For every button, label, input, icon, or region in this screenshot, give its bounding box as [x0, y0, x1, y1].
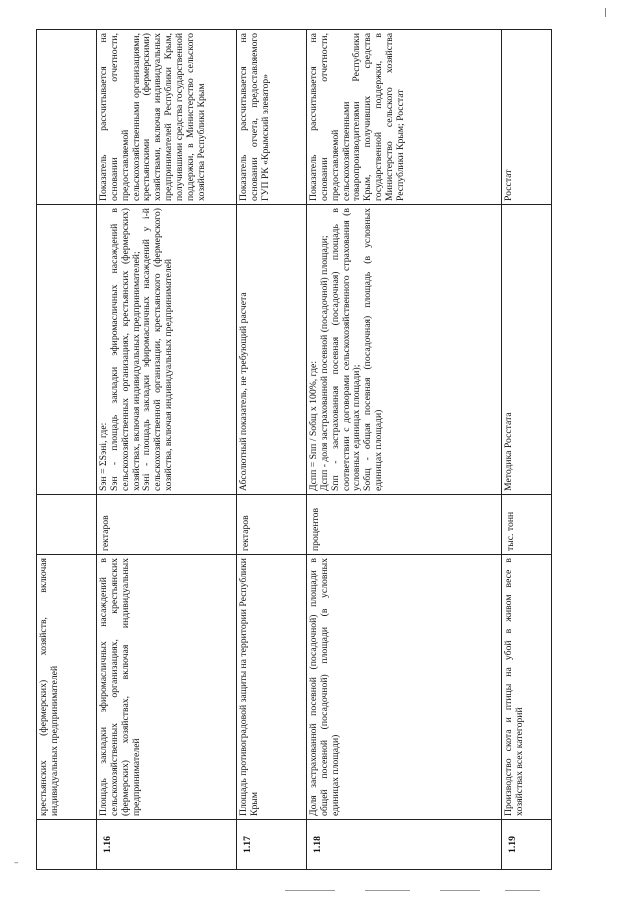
- table-row: [307, 30, 502, 870]
- data-source: Росстат: [502, 30, 552, 205]
- calculation-method: Абсолютный показатель, не требующий расчета: [237, 205, 307, 495]
- data-source: Показатель рассчитывается на основании отчета, предоставляемого ГУП РК «Крымский элеватор»: [237, 30, 307, 205]
- indicator-table: [36, 29, 552, 870]
- indicator-name: Площадь закладки эфиромасличных насаждений в сельскохозяйственных организациях, крестьянских (фермерских) хозяйствах, включая индивидуальных предпринимателей: [97, 555, 237, 820]
- row-number: 1.16: [97, 820, 237, 870]
- row-number: 1.19: [502, 820, 552, 870]
- margin-mark-top-right: |: [604, 8, 608, 18]
- margin-mark-left: –: [14, 858, 19, 868]
- unit: тыс. тонн: [502, 495, 552, 555]
- row-number: [37, 820, 97, 870]
- data-source: [37, 30, 97, 205]
- row-number: 1.17: [237, 820, 307, 870]
- table-row: [502, 30, 552, 870]
- footer-dash-4: [505, 890, 540, 891]
- unit: процентов: [307, 495, 502, 555]
- unit: [37, 495, 97, 555]
- unit: гектаров: [97, 495, 237, 555]
- unit: гектаров: [237, 495, 307, 555]
- indicator-name: Доля застрахованной посевной (посадочной) площади в общей посевной (посадочной) площади (в условных единицах площади): [307, 555, 502, 820]
- rotated-document-table: [36, 30, 551, 870]
- table-row: [237, 30, 307, 870]
- indicator-name: Производство скота и птицы на убой в живом весе в хозяйствах всех категорий: [502, 555, 552, 820]
- calculation-method: [37, 205, 97, 495]
- data-source: Показатель рассчитывается на основании отчетности, предоставляемой сельскохозяйственными организациями, крестьянскими (фермерскими) хозяйствами, включая индивидуальных предпринимателей Республики Крым, получившими средства государственной поддержки, в Министерство сельского хозяйства Республики Крым: [97, 30, 237, 205]
- indicator-name: крестьянских (фермерских) хозяйств, включая индивидуальных предпринимателей: [37, 555, 97, 820]
- indicator-name: Площадь противоградовой защиты на территории Республики Крым: [237, 555, 307, 820]
- footer-dash-2: [365, 890, 410, 891]
- data-source: Показатель рассчитывается на основании отчетности, предоставляемой сельскохозяйственными товаропроизводителями Республики Крым, получивших средства государственной поддержки, в Министерство сельского хозяйства Республики Крым; Росстат: [307, 30, 502, 205]
- calculation-method: Методика Росстата: [502, 205, 552, 495]
- row-number: 1.18: [307, 820, 502, 870]
- calculation-method: Sэн = ΣSэнi, где: Sэн - площадь закладки эфиромасличных насаждений в сельскохозяйственных организациях, крестьянских (фермерских) хозяйствах, включая индивидуальных предпринимателей; Sэнi - площадь закладки эфиромасличных насаждений у i-й сельскохозяйственной организации, крестьянского (фермерского) хозяйства, включая индивидуальных предпринимателей: [97, 205, 237, 495]
- table-row: [37, 30, 97, 870]
- footer-dash-1: [285, 890, 335, 891]
- table-row: [97, 30, 237, 870]
- footer-dash-3: [440, 890, 480, 891]
- calculation-method: Дспп = Sпп / Sобщ x 100%, где: Дспп - доля застрахованной посевной (посадочной) площади; Sпп - застрахованная посевная (посадочная) площадь в соответствии с договорами сельскохозяйственного страхования (в условных единицах площади); Sобщ - общая посевная (посадочная) площадь (в условных единицах площади): [307, 205, 502, 495]
